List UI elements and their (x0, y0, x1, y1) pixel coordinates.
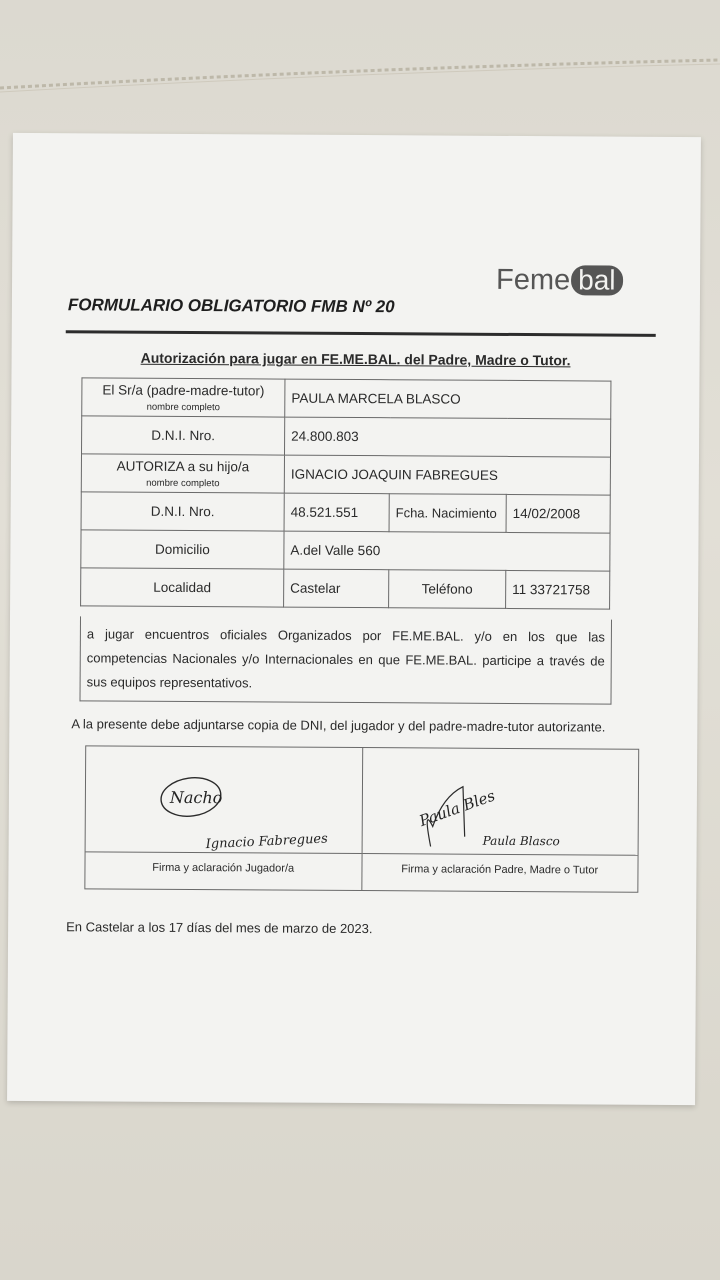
child-dni-value: 48.521.551 (284, 493, 389, 532)
birth-label: Fcha. Nacimiento (389, 494, 506, 533)
table-row (82, 378, 611, 419)
form-subtitle: Autorización para jugar en FE.ME.BAL. del Padre, Madre o Tutor. (140, 349, 571, 369)
authorization-paragraph: a jugar encuentros oficiales Organizados por FE.ME.BAL. y/o en los que las competencias Nacionales y/o Internacionales en que FE.ME.BAL. participe a través de sus equipos representativos. (79, 616, 612, 704)
table-row (81, 530, 610, 571)
child-name-value: IGNACIO JOAQUIN FABREGUES (284, 455, 610, 495)
parent-clarification-text: Paula Blasco (482, 833, 560, 849)
parent-name-value: PAULA MARCELA BLASCO (285, 379, 611, 419)
parent-clarification (480, 829, 590, 854)
paper-sheet (7, 133, 701, 1105)
parent-signature-cell (362, 748, 638, 892)
player-signature-text: Nacho (169, 787, 223, 808)
parent-sublabel: nombre completo (146, 401, 221, 413)
player-signature-cell (85, 746, 362, 890)
table-row (81, 454, 610, 495)
parent-label-cell (82, 378, 285, 417)
child-sublabel: nombre completo (146, 477, 220, 489)
logo-pill-text: bal (571, 265, 623, 295)
child-label: AUTORIZA a su hijo/a (116, 458, 250, 474)
player-signature (156, 773, 226, 823)
parent-dni-label: D.N.I. Nro. (82, 416, 285, 455)
player-clarification-text: Ignacio Fabregues (205, 831, 329, 853)
table-row (82, 416, 611, 457)
parent-signature-caption: Firma y aclaración Padre, Madre o Tutor (401, 863, 599, 877)
authorization-table (80, 377, 611, 609)
phone-label: Teléfono (389, 570, 506, 609)
city-value: Castelar (284, 569, 389, 608)
player-clarification (204, 827, 334, 854)
phone-value: 11 33721758 (506, 570, 610, 609)
child-dni-label: D.N.I. Nro. (81, 492, 284, 531)
table-row (81, 492, 610, 533)
sofa-stitching (0, 48, 720, 98)
parent-dni-value: 24.800.803 (285, 417, 611, 457)
player-signature-caption: Firma y aclaración Jugador/a (152, 861, 295, 875)
attachment-note: A la presente debe adjuntarse copia de DNI, del jugador y del padre-madre-tutor autorizante. (71, 716, 606, 735)
address-label: Domicilio (81, 530, 284, 569)
place-date-line: En Castelar a los 17 días del mes de marzo de 2023. (66, 919, 373, 937)
table-row (81, 568, 610, 609)
femebal-logo (496, 260, 623, 301)
birth-date-value: 14/02/2008 (506, 494, 610, 533)
child-label-cell (81, 454, 284, 493)
logo-text: Feme (495, 263, 571, 296)
address-value: A.del Valle 560 (284, 531, 610, 571)
parent-label: El Sr/a (padre-madre-tutor) (102, 381, 265, 398)
city-label: Localidad (81, 568, 284, 607)
signature-box (84, 745, 639, 892)
parent-signature-text: Paula Bles (416, 786, 497, 831)
title-rule (66, 330, 656, 337)
form-title: FORMULARIO OBLIGATORIO FMB Nº 20 (67, 295, 395, 317)
